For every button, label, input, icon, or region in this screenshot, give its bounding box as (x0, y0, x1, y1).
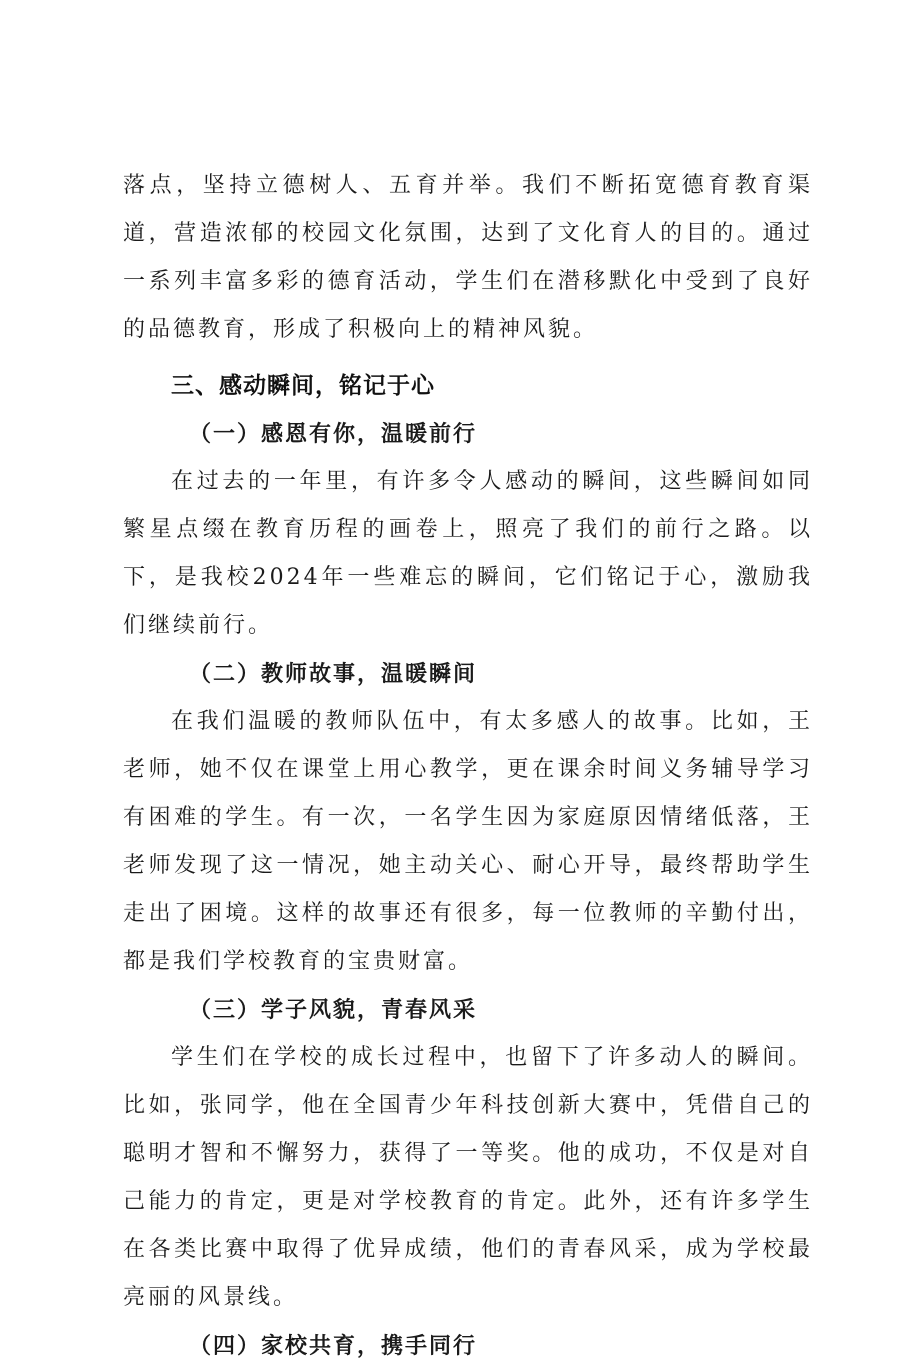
subsection-paragraph-3: 学生们在学校的成长过程中，也留下了许多动人的瞬间。比如，张同学，他在全国青少年科技创新大赛中，凭借自己的聪明才智和不懈努力，获得了一等奖。他的成功，不仅是对自己能力的肯定，更是对学校教育的肯定。此外，还有许多学生在各类比赛中取得了优异成绩，他们的青春风采，成为学校最亮丽的风景线。 (123, 1045, 813, 1310)
subsection-heading-3: （三）学子风貌，青春风采 (189, 997, 478, 1023)
subsection-paragraph-2: 在我们温暖的教师队伍中，有太多感人的故事。比如，王老师，她不仅在课堂上用心教学，更在课余时间义务辅导学习有困难的学生。有一次，一名学生因为家庭原因情绪低落，王老师发现了这一情况，她主动关心、耐心开导，最终帮助学生走出了困境。这样的故事还有很多，每一位教师的辛勤付出，都是我们学校教育的宝贵财富。 (123, 709, 813, 974)
document-body (123, 162, 813, 1370)
intro-paragraph: 落点，坚持立德树人、五育并举。我们不断拓宽德育教育渠道，营造浓郁的校园文化氛围，达到了文化育人的目的。通过一系列丰富多彩的德育活动，学生们在潜移默化中受到了良好的品德教育，形成了积极向上的精神风貌。 (123, 173, 813, 342)
subsection-paragraph-1: 在过去的一年里，有许多令人感动的瞬间，这些瞬间如同繁星点缀在教育历程的画卷上，照亮了我们的前行之路。以下，是我校2024年一些难忘的瞬间，它们铭记于心，激励我们继续前行。 (123, 469, 813, 638)
section-heading: 三、感动瞬间，铭记于心 (171, 373, 435, 399)
subsection-heading-2: （二）教师故事，温暖瞬间 (189, 661, 478, 687)
subsection-heading-1: （一）感恩有你，温暖前行 (189, 421, 478, 447)
subsection-heading-4: （四）家校共育，携手同行 (189, 1333, 478, 1359)
